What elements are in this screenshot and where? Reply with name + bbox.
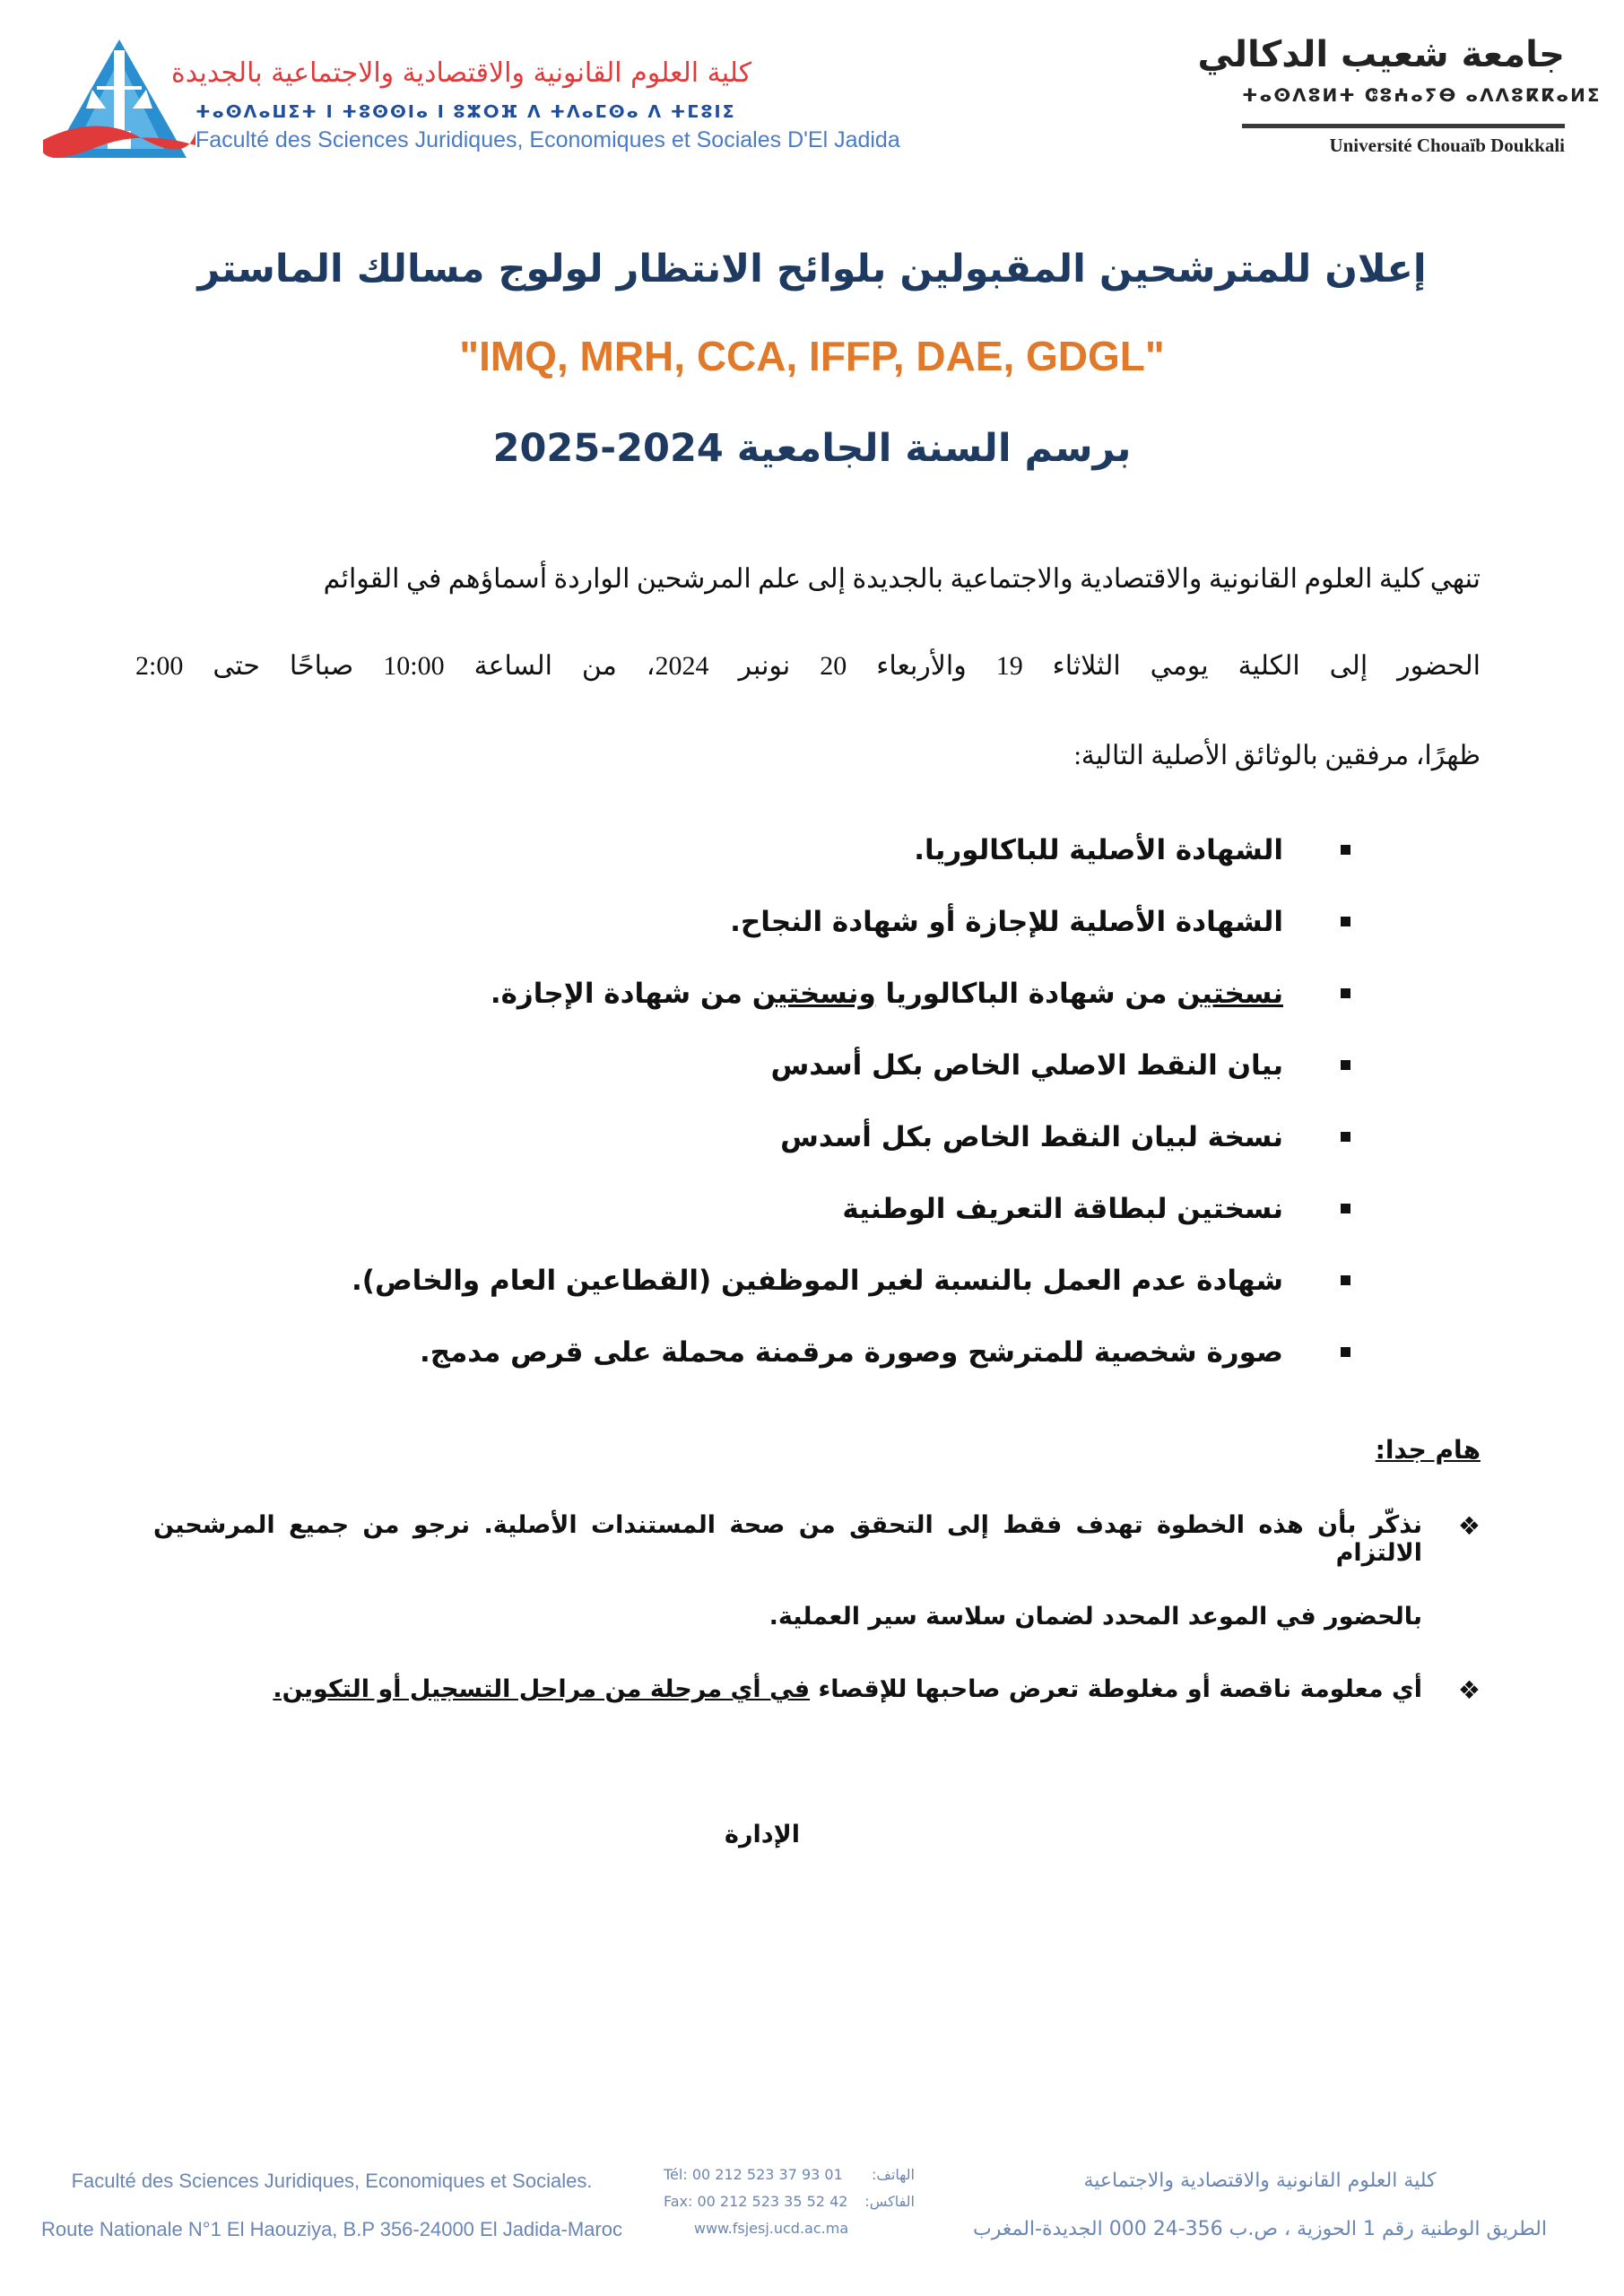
master-programs-codes: "IMQ, MRH, CCA, IFFP, DAE, GDGL" [459,333,1165,379]
list-item: نسختين من شهادة الباكالوريا ونسختين من شهادة الإجازة. [185,969,1350,1040]
footer-address-french: Route Nationale N°1 El Haouziya, B.P 356-24000 El Jadida-Maroc [41,2218,622,2240]
note-2-underlined: في أي مرحلة من مراحل التسجيل أو التكوين. [273,1675,811,1703]
note-1-line-1: نذكّر بأن هذه الخطوة تهدف فقط إلى التحقق من صحة المستندات الأصلية. نرجو من جميع المرشحين الالتزام [153,1511,1422,1567]
important-heading: هام جدا: [1375,1435,1481,1465]
footer-phone-label: الهاتف: [872,2166,915,2183]
academic-year: برسم السنة الجامعية 2024-2025 [492,426,1132,471]
intro-paragraph-line-1: تنهي كلية العلوم القانونية والاقتصادية والاجتماعية بالجديدة إلى علم المرشحين الواردة أسماؤهم في القوائم [323,564,1481,594]
university-name-tifinagh: ⵜⴰⵙⴷⵓⵍⵜ ⵛⵓⵄⴰⵢⴱ ⴰⴷⴷⵓⴽⴽⴰⵍⵉ [1242,84,1602,106]
bullet-icon [1341,1060,1350,1070]
bullet-icon [1341,917,1350,926]
faculty-name-tifinagh: ⵜⴰⵙⴷⴰⵡⵉⵜ ⵏ ⵜⵓⵙⵙⵏⴰ ⵏ ⵓⵣⵔⴼ ⴷ ⵜⴷⴰⵎⵙⴰ ⴷ ⵜⵎⵓⵏⵉ [195,102,736,122]
bullet-icon [1341,988,1350,998]
note-2-text: أي معلومة ناقصة أو مغلوطة تعرض صاحبها للإقصاء [810,1675,1422,1703]
footer-contact [664,2161,915,2242]
faculty-emblem-icon [43,32,195,167]
footer-fax-label: الفاكس: [864,2193,915,2210]
faculty-name-french: Faculté des Sciences Juridiques, Economiques et Sociales D'El Jadida [195,127,900,152]
footer-french-address [36,2157,628,2254]
bullet-icon [1341,1347,1350,1357]
faculty-logo [43,32,900,167]
footer-address-arabic: الطريق الوطنية رقم 1 الحوزية ، ص.ب 356-24 000 الجديدة-المغرب [973,2218,1547,2240]
list-item: نسختين لبطاقة التعريف الوطنية [185,1184,1350,1256]
bullet-icon [1341,1204,1350,1213]
bullet-icon [1341,1275,1350,1285]
intro-paragraph-line-2: الحضور إلى الكلية يومي الثلاثاء 19 والأربعاء 20 نونبر 2024، من الساعة 10:00 صباحًا حتى 2:00 [135,651,1481,681]
list-item: الشهادة الأصلية للإجازة أو شهادة النجاح. [185,897,1350,969]
footer-faculty-french: Faculté des Sciences Juridiques, Economiques et Sociales. [71,2170,593,2192]
university-logo-rule [1242,124,1565,128]
required-documents-list [185,825,1350,1399]
important-note-2 [153,1675,1481,1703]
diamond-bullet-icon: ❖ [1457,1511,1481,1541]
footer-fax: Fax: 00 212 523 35 52 42 [664,2193,848,2210]
university-logo [1197,34,1602,169]
list-item: نسخة لبيان النقط الخاص بكل أسدس [185,1112,1350,1184]
note-1-line-2: بالحضور في الموعد المحدد لضمان سلاسة سير العملية. [769,1603,1422,1631]
important-note-1 [153,1511,1481,1631]
faculty-name-arabic: كلية العلوم القانونية والاقتصادية والاجتماعية بالجديدة [171,57,751,89]
bullet-icon [1341,845,1350,855]
footer-website[interactable]: www.fsjesj.ucd.ac.ma [693,2220,849,2237]
footer-phone: Tél: 00 212 523 37 93 01 [664,2166,843,2183]
list-item: الشهادة الأصلية للباكالوريا. [185,825,1350,897]
university-name-french: Université Chouaïb Doukkali [1329,135,1565,156]
university-name-arabic: جامعة شعيب الدكالي [1197,34,1565,75]
list-item: شهادة عدم العمل بالنسبة لغير الموظفين (القطاعين العام والخاص). [185,1256,1350,1327]
announcement-title: إعلان للمترشحين المقبولين بلوائح الانتظار لولوج مسالك الماستر [197,247,1427,291]
diamond-bullet-icon: ❖ [1457,1675,1481,1705]
intro-paragraph-line-3: ظهرًا، مرفقين بالوثائق الأصلية التالية: [1073,741,1481,770]
footer-arabic-address [968,2157,1551,2254]
bullet-icon [1341,1132,1350,1142]
footer-faculty-arabic: كلية العلوم القانونية والاقتصادية والاجتماعية [1083,2170,1437,2192]
list-item: صورة شخصية للمترشح وصورة مرقمنة محملة على قرص مدمج. [185,1327,1350,1399]
administration-signature: الإدارة [725,1821,800,1848]
list-item: بيان النقط الاصلي الخاص بكل أسدس [185,1040,1350,1112]
